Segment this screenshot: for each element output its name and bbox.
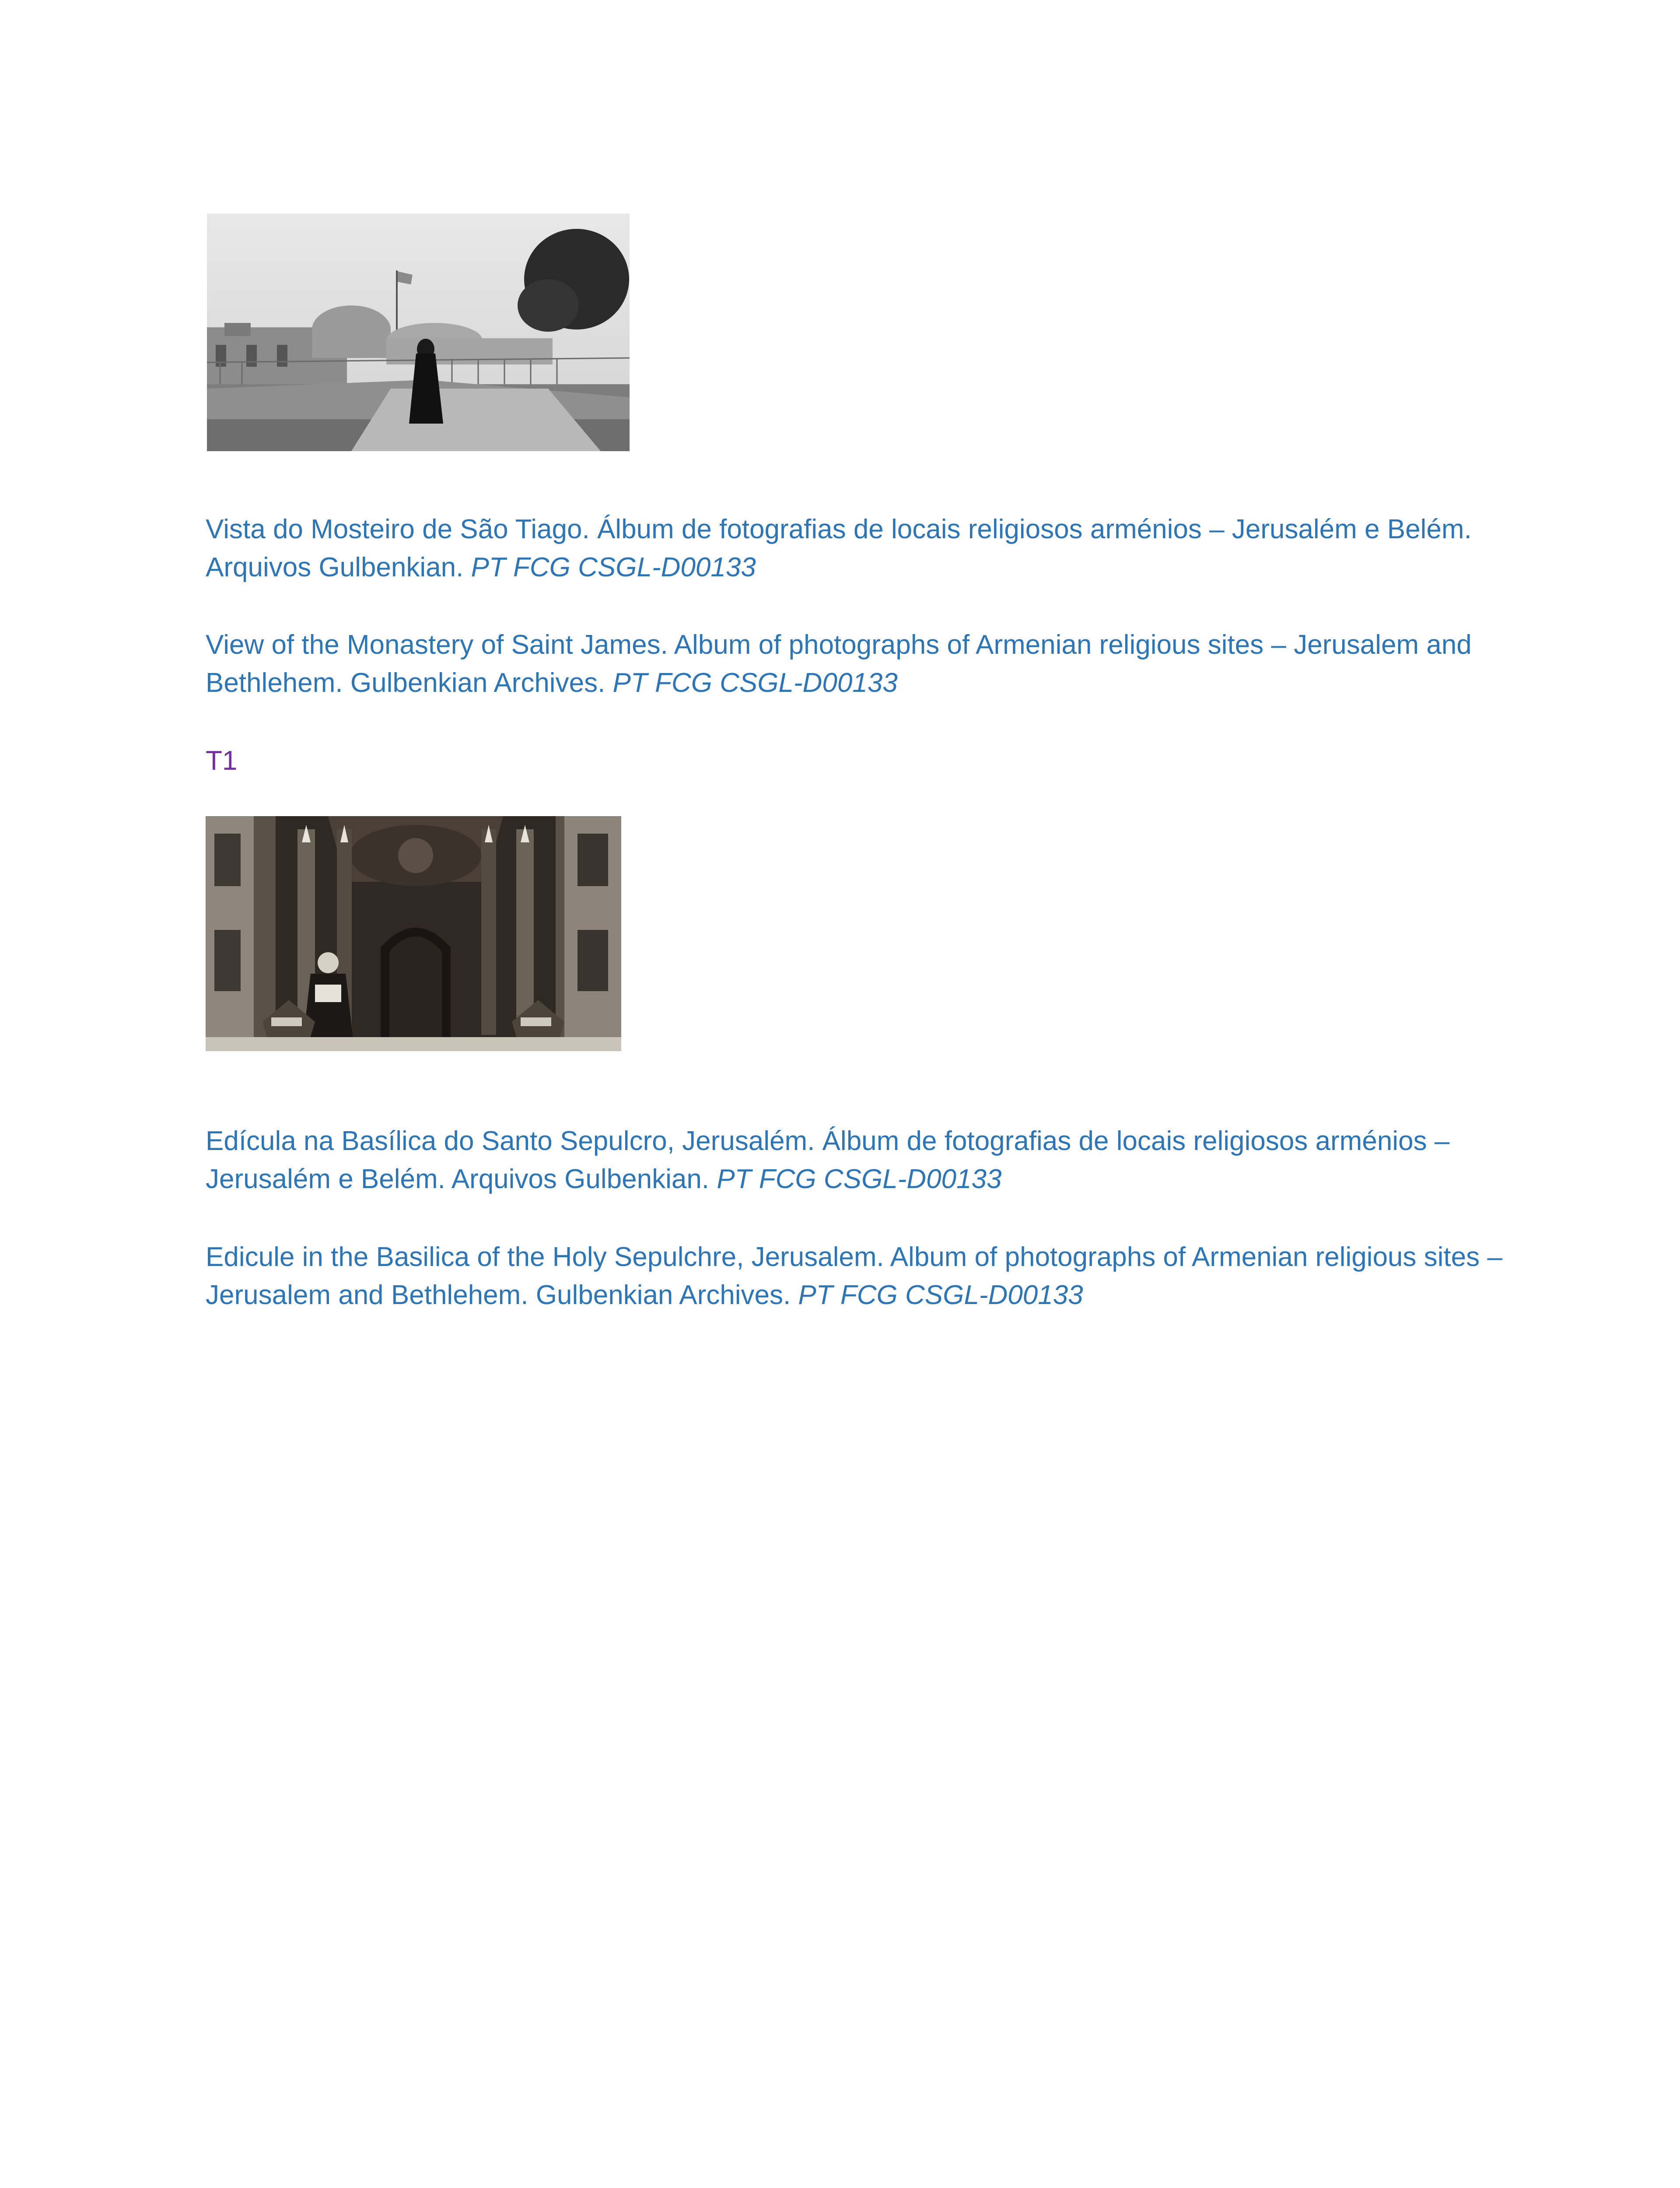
edicule-photo-image — [206, 816, 621, 1051]
figure2-caption-portuguese-reference: PT FCG CSGL-D00133 — [717, 1164, 1002, 1194]
monastery-photo — [207, 214, 630, 451]
figure2-caption-english-reference: PT FCG CSGL-D00133 — [798, 1280, 1083, 1310]
figure1-caption-portuguese-text: Vista do Mosteiro de São Tiago. Álbum de fotografias de locais religiosos arménios – Jerusalém e Belém. Arquivos Gulbenkian. — [206, 514, 1472, 582]
figure2-caption-portuguese — [206, 1122, 1522, 1198]
figure1-caption-portuguese — [206, 510, 1522, 586]
figure2-caption-portuguese-text: Edícula na Basílica do Santo Sepulcro, Jerusalém. Álbum de fotografias de locais religiosos arménios – Jerusalém e Belém. Arquivos Gulbenkian. — [206, 1126, 1450, 1194]
edicule-photo — [206, 816, 621, 1051]
figure1-caption-portuguese-reference: PT FCG CSGL-D00133 — [471, 552, 756, 582]
figure1-caption-english-reference: PT FCG CSGL-D00133 — [612, 668, 898, 698]
figure2-caption-english-text: Edicule in the Basilica of the Holy Sepulchre, Jerusalem. Album of photographs of Armenian religious sites – Jerusalem and Bethlehem. Gulbenkian Archives. — [206, 1242, 1502, 1310]
figure1-caption-english — [206, 626, 1522, 702]
figure1-caption-english-text: View of the Monastery of Saint James. Album of photographs of Armenian religious sites – Jerusalem and Bethlehem. Gulbenkian Archives. — [206, 630, 1472, 698]
monastery-photo-image — [207, 214, 630, 451]
figure2-caption-english — [206, 1238, 1522, 1314]
section-marker: T1 — [206, 746, 238, 776]
